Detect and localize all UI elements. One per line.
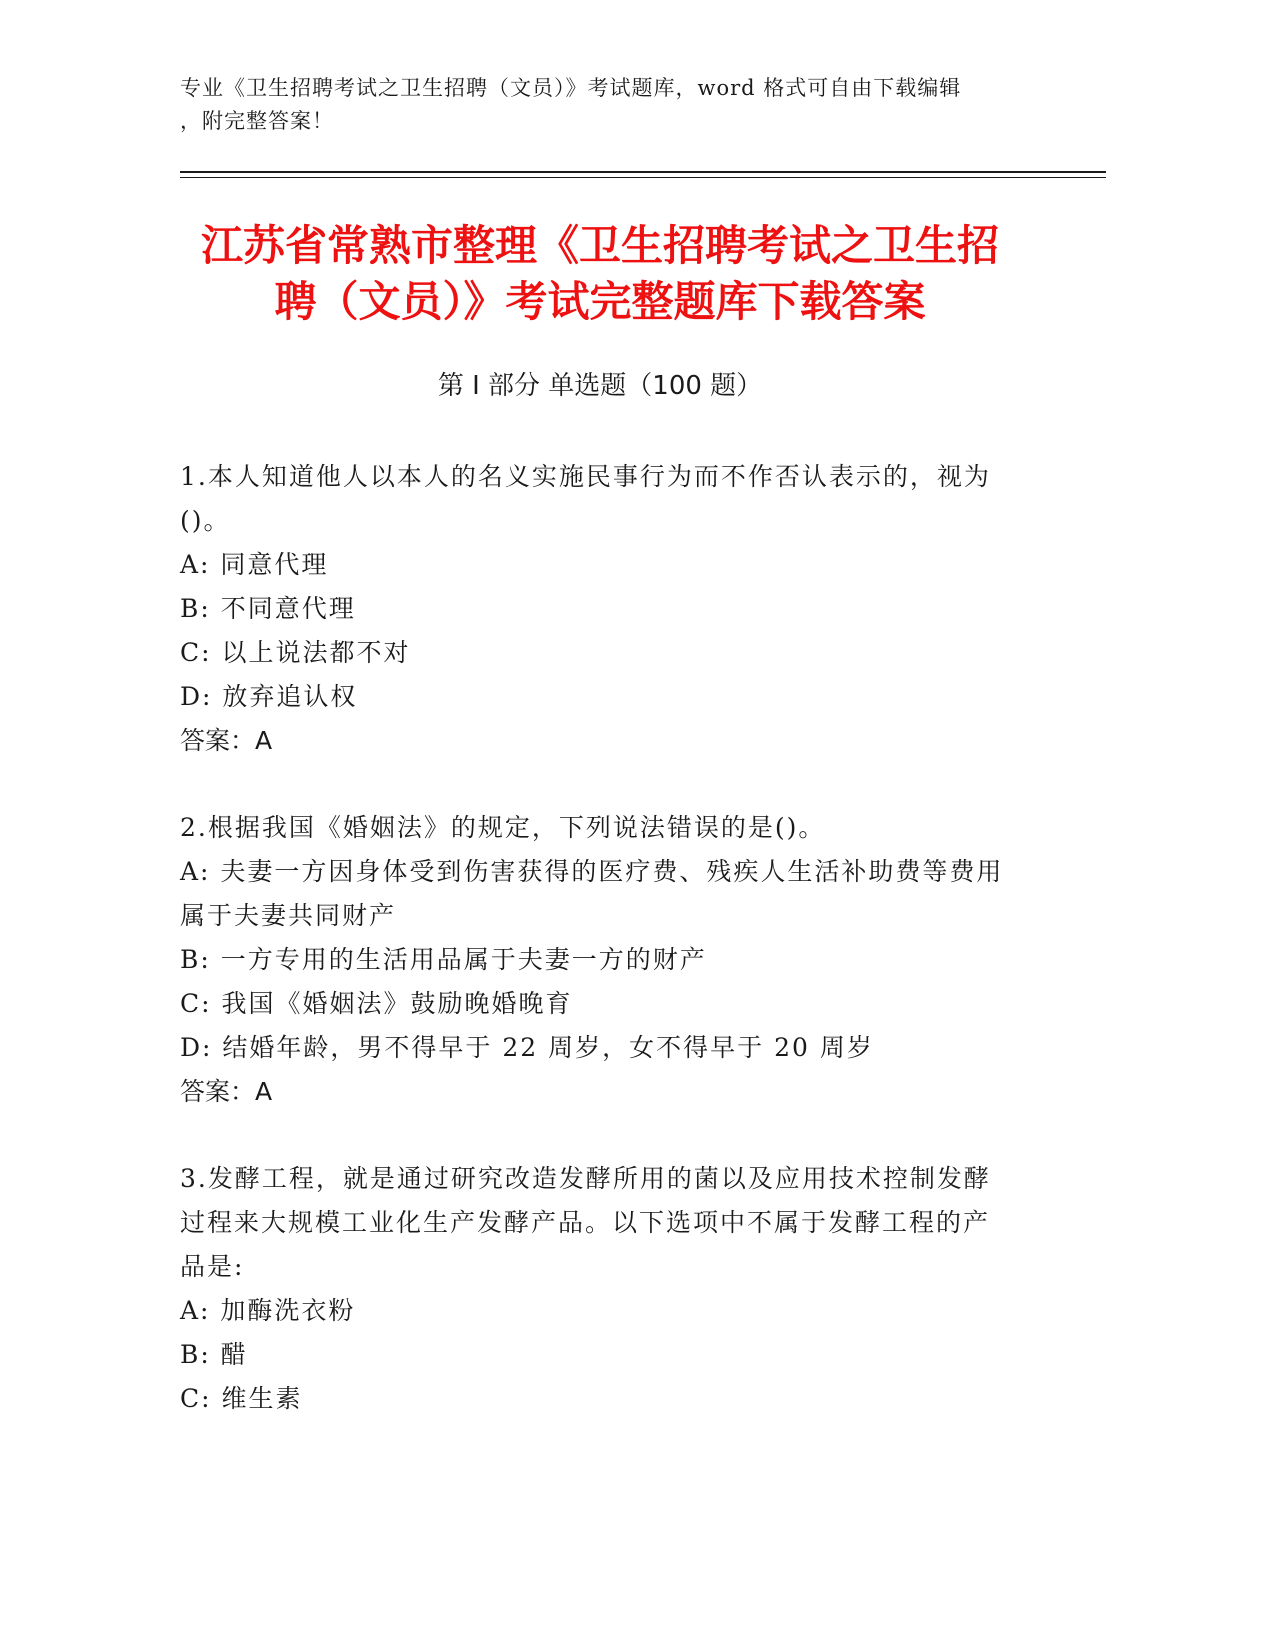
header-divider (180, 177, 1106, 178)
document-title (150, 218, 1050, 330)
question-option: D: 放弃追认权 (180, 682, 358, 711)
document-title-line: 聘（文员）》考试完整题库下载答案 (274, 277, 926, 326)
section-title: 第 I 部分 单选题（100 题） (437, 371, 763, 401)
document-title-line: 江苏省常熟市整理《卫生招聘考试之卫生招 (200, 221, 999, 270)
question-stem: ()。 (180, 506, 231, 535)
question-option: C: 我国《婚姻法》鼓励晚婚晚育 (180, 989, 573, 1018)
question-stem: 过程来大规模工业化生产发酵产品。以下选项中不属于发酵工程的产 (180, 1208, 991, 1237)
question-option: C: 以上说法都不对 (180, 638, 411, 667)
header-note (180, 72, 1050, 138)
question-option: 属于夫妻共同财产 (180, 901, 397, 930)
question-option: D: 结婚年龄，男不得早于 22 周岁，女不得早于 20 周岁 (180, 1033, 874, 1062)
question-option: B: 醋 (180, 1340, 248, 1369)
question-item (180, 455, 1030, 763)
header-note-line: ，附完整答案！ (180, 109, 334, 133)
question-option: A: 夫妻一方因身体受到伤害获得的医疗费、残疾人生活补助费等费用 (180, 857, 1004, 886)
question-option: C: 维生素 (180, 1384, 303, 1413)
question-answer: 答案：A (180, 726, 273, 755)
question-option: A: 同意代理 (180, 550, 329, 579)
question-answer: 答案：A (180, 1077, 273, 1106)
question-option: B: 不同意代理 (180, 594, 356, 623)
question-list (180, 455, 1030, 1464)
question-item (180, 1157, 1030, 1421)
header-note-line: 专业《卫生招聘考试之卫生招聘（文员）》考试题库，word 格式可自由下载编辑 (180, 76, 962, 100)
question-stem: 3.发酵工程，就是通过研究改造发酵所用的菌以及应用技术控制发酵 (180, 1164, 991, 1193)
question-stem: 品是: (180, 1252, 245, 1281)
question-item (180, 806, 1030, 1114)
question-stem: 1.本人知道他人以本人的名义实施民事行为而不作否认表示的，视为 (180, 462, 991, 491)
header-divider (180, 171, 1106, 173)
question-option: B: 一方专用的生活用品属于夫妻一方的财产 (180, 945, 707, 974)
question-stem: 2.根据我国《婚姻法》的规定，下列说法错误的是()。 (180, 813, 826, 842)
question-option: A: 加酶洗衣粉 (180, 1296, 356, 1325)
